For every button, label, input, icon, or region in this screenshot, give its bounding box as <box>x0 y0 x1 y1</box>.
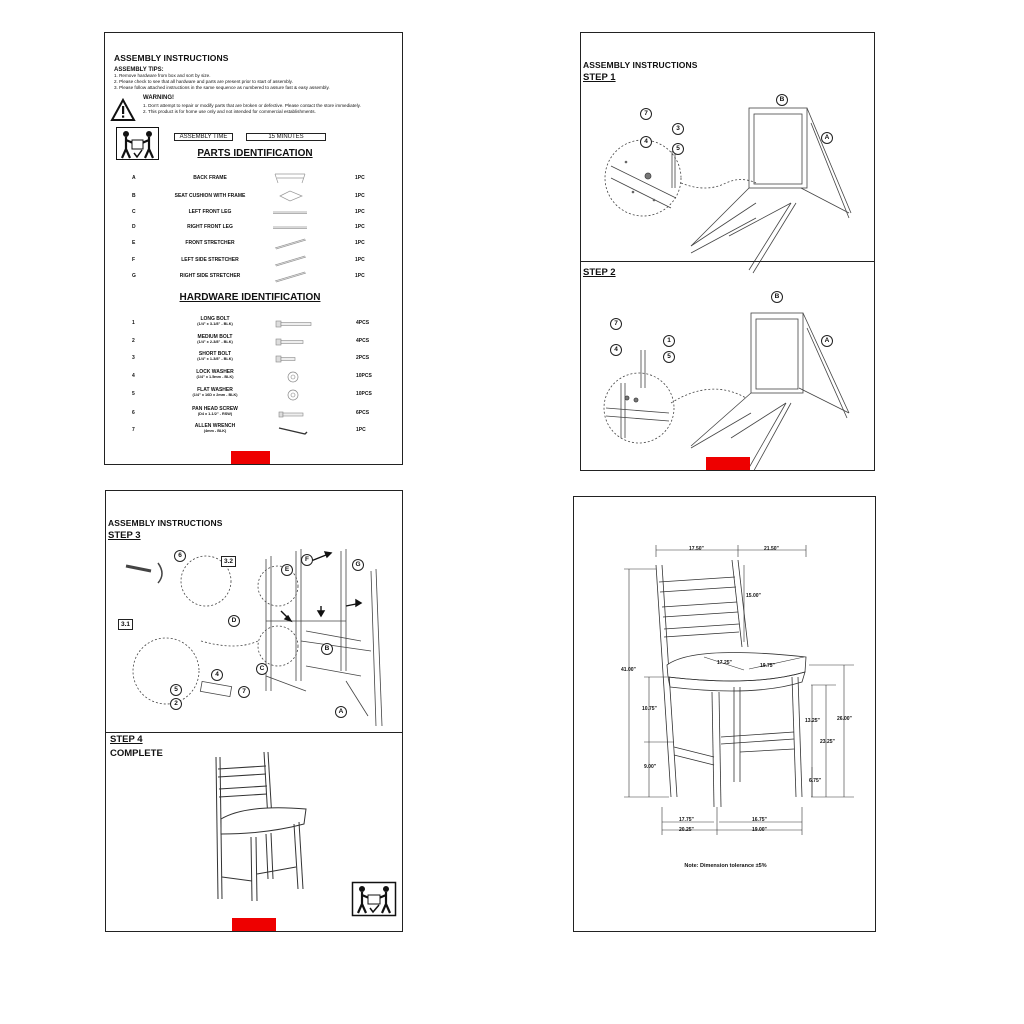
part-qty: 1PC <box>355 257 365 263</box>
hardware-illustration <box>273 370 313 384</box>
part-row <box>105 220 403 234</box>
part-name: LEFT FRONT LEG <box>188 209 232 215</box>
page-tab-marker <box>706 457 750 471</box>
part-qty: 1PC <box>355 224 365 230</box>
dim-upper-leg: 10.75" <box>642 706 657 712</box>
hardware-illustration <box>273 352 313 366</box>
dimensions-page <box>573 496 876 932</box>
hardware-qty: 2PCS <box>356 355 370 361</box>
callout-4: 4 <box>610 344 622 356</box>
hardware-name: SHORT BOLT <box>198 351 232 357</box>
part-row <box>105 205 403 219</box>
part-name: BACK FRAME <box>193 175 227 181</box>
callout-7: 7 <box>610 318 622 330</box>
parts-heading: PARTS IDENTIFICATION <box>197 148 313 159</box>
part-row <box>105 171 403 185</box>
callout-F: F <box>301 554 313 566</box>
part-qty: 1PC <box>355 175 365 181</box>
hardware-name: LOCK WASHER <box>196 369 234 375</box>
step4-heading: STEP 4 <box>110 734 143 745</box>
part-illustration <box>270 190 310 202</box>
dim-back-height: 15.00" <box>746 593 761 599</box>
hardware-name: MEDIUM BOLT <box>197 334 233 340</box>
part-id: E <box>132 240 136 246</box>
callout-B: B <box>776 94 788 106</box>
part-qty: 1PC <box>355 240 365 246</box>
hardware-row <box>105 422 403 440</box>
assembly-time-label: ASSEMBLY TIME <box>174 133 233 141</box>
hardware-qty: 10PCS <box>356 391 372 397</box>
part-name: SEAT CUSHION WITH FRAME <box>174 193 246 199</box>
hardware-id: 3 <box>132 355 135 361</box>
callout-7: 7 <box>640 108 652 120</box>
steps-1-2-page <box>580 32 875 471</box>
callout-4: 4 <box>640 136 652 148</box>
callout-B: B <box>771 291 783 303</box>
dim-seat-height-26: 26.00" <box>837 716 852 722</box>
part-name: FRONT STRETCHER <box>185 240 235 246</box>
tips-list <box>114 73 399 91</box>
hardware-illustration <box>273 407 313 421</box>
hardware-illustration <box>273 335 313 349</box>
warnings-list <box>143 103 373 115</box>
assembly-time-value: 15 MINUTES <box>246 133 326 141</box>
substep-3-1-label: 3.1 <box>118 619 133 630</box>
dim-base-depth: 17.75" <box>679 817 694 823</box>
page-title: ASSEMBLY INSTRUCTIONS <box>108 518 223 528</box>
part-illustration <box>270 254 310 266</box>
page-tab-marker <box>232 918 276 932</box>
hardware-qty: 1PC <box>356 427 366 433</box>
part-illustration <box>270 221 310 233</box>
parts-identification-page <box>104 32 403 465</box>
page-tab-marker <box>231 451 270 465</box>
callout-5: 5 <box>170 684 182 696</box>
complete-label: COMPLETE <box>110 748 163 759</box>
hardware-spec: (D4 x 1-1/2" - RSW) <box>197 412 233 416</box>
callout-G: G <box>352 559 364 571</box>
hardware-qty: 4PCS <box>356 338 370 344</box>
hardware-row <box>105 368 403 386</box>
dim-seat-height-13: 13.25" <box>805 718 820 724</box>
callout-D: D <box>228 615 240 627</box>
hardware-illustration <box>273 424 313 438</box>
hardware-row <box>105 333 403 351</box>
part-illustration <box>270 172 310 184</box>
hardware-name: ALLEN WRENCH <box>194 423 236 429</box>
part-qty: 1PC <box>355 209 365 215</box>
part-id: G <box>132 273 136 279</box>
hardware-id: 7 <box>132 427 135 433</box>
hardware-id: 6 <box>132 410 135 416</box>
hardware-spec: (1/4" x 1.5mm - BLK) <box>196 375 234 379</box>
tip-item: 3. Please follow attached instructions in the same sequence as numbered to assure fast & easy assembly. <box>114 85 330 90</box>
part-illustration <box>270 270 310 282</box>
callout-B: B <box>321 643 333 655</box>
hardware-name: PAN HEAD SCREW <box>192 406 238 412</box>
warning-heading: WARNING! <box>143 95 174 101</box>
warning-icon <box>111 99 135 121</box>
hardware-spec: (4mm - BLK) <box>203 429 227 433</box>
assembly-tips-heading: ASSEMBLY TIPS: <box>114 67 164 73</box>
hardware-row <box>105 315 403 333</box>
hardware-id: 2 <box>132 338 135 344</box>
dim-lower-leg: 9.00" <box>644 764 657 770</box>
part-id: B <box>132 193 136 199</box>
tip-item: 2. Please check to see that all hardware and parts are present prior to start of assembly. <box>114 79 293 84</box>
hardware-name: LONG BOLT <box>200 316 230 322</box>
part-id: F <box>132 257 136 263</box>
assembled-chair-illustration <box>206 749 316 909</box>
part-row <box>105 236 403 250</box>
hardware-illustration <box>273 317 313 331</box>
hardware-id: 4 <box>132 373 135 379</box>
page-title: ASSEMBLY INSTRUCTIONS <box>583 60 698 70</box>
dim-height-23: 23.25" <box>820 739 835 745</box>
part-id: D <box>132 224 136 230</box>
page-title: ASSEMBLY INSTRUCTIONS <box>114 53 229 63</box>
part-id: A <box>132 175 136 181</box>
dim-footprint-depth: 20.25" <box>679 827 694 833</box>
step-divider <box>581 261 875 262</box>
step3-heading: STEP 3 <box>108 530 141 541</box>
steps-3-4-page <box>105 490 403 932</box>
dim-base-width: 16.75" <box>752 817 767 823</box>
two-person-assembly-icon <box>116 127 159 160</box>
hardware-spec: (1/4" x 1-3/8" - BLK) <box>197 357 233 361</box>
dim-stretcher-6: 6.75" <box>809 778 822 784</box>
substep-3-2-label: 3.2 <box>221 556 236 567</box>
hardware-row <box>105 405 403 423</box>
callout-E: E <box>281 564 293 576</box>
dim-seat-width: 19.75" <box>760 663 775 669</box>
dim-depth-top: 17.50" <box>689 546 704 552</box>
dim-seat-depth: 17.25" <box>717 660 732 666</box>
step1-heading: STEP 1 <box>583 72 616 83</box>
part-qty: 1PC <box>355 193 365 199</box>
callout-7: 7 <box>238 686 250 698</box>
callout-C: C <box>256 663 268 675</box>
hardware-heading: HARDWARE IDENTIFICATION <box>179 292 321 303</box>
hardware-spec: (1/4" x 3-1/8" - BLK) <box>197 322 233 326</box>
step1-diagram <box>581 88 875 263</box>
step2-heading: STEP 2 <box>583 267 616 278</box>
hardware-qty: 6PCS <box>356 410 370 416</box>
part-name: RIGHT FRONT LEG <box>187 224 233 230</box>
callout-A: A <box>335 706 347 718</box>
callout-A: A <box>821 132 833 144</box>
part-illustration <box>270 237 310 249</box>
callout-6: 6 <box>174 550 186 562</box>
warning-item: 2. This product is for home use only and not intended for commercial establishments. <box>143 109 316 114</box>
hardware-qty: 4PCS <box>356 320 370 326</box>
part-illustration <box>270 206 310 218</box>
hardware-spec: (1/4" x 2-3/8" - BLK) <box>197 340 233 344</box>
hardware-row <box>105 386 403 404</box>
hardware-name: FLAT WASHER <box>197 387 233 393</box>
callout-4: 4 <box>211 669 223 681</box>
hardware-spec: (1/4" x 16D x 2mm - BLK) <box>192 393 238 397</box>
callout-5: 5 <box>672 143 684 155</box>
callout-1: 1 <box>663 335 675 347</box>
part-qty: 1PC <box>355 273 365 279</box>
dim-overall-height: 41.00" <box>621 667 636 673</box>
hardware-id: 1 <box>132 320 135 326</box>
warning-item: 1. Don't attempt to repair or modify parts that are broken or defective. Please contact the store immediately. <box>143 103 361 108</box>
step-divider <box>106 732 403 733</box>
callout-5: 5 <box>663 351 675 363</box>
callout-A: A <box>821 335 833 347</box>
part-row <box>105 189 403 203</box>
dimension-tolerance-note: Note: Dimension tolerance ±5% <box>684 863 767 869</box>
hardware-row <box>105 350 403 368</box>
part-name: RIGHT SIDE STRETCHER <box>179 273 241 279</box>
step2-diagram <box>581 288 875 468</box>
tip-item: 1. Remove hardware from box and sort by size. <box>114 73 211 78</box>
callout-2: 2 <box>170 698 182 710</box>
part-id: C <box>132 209 136 215</box>
hardware-qty: 10PCS <box>356 373 372 379</box>
part-row <box>105 253 403 267</box>
part-row <box>105 269 403 283</box>
part-name: LEFT SIDE STRETCHER <box>181 257 239 263</box>
callout-3: 3 <box>672 123 684 135</box>
hardware-id: 5 <box>132 391 135 397</box>
two-person-assembly-icon <box>352 882 396 916</box>
dim-footprint-width: 19.00" <box>752 827 767 833</box>
hardware-illustration <box>273 388 313 402</box>
dim-width-top: 21.50" <box>764 546 779 552</box>
